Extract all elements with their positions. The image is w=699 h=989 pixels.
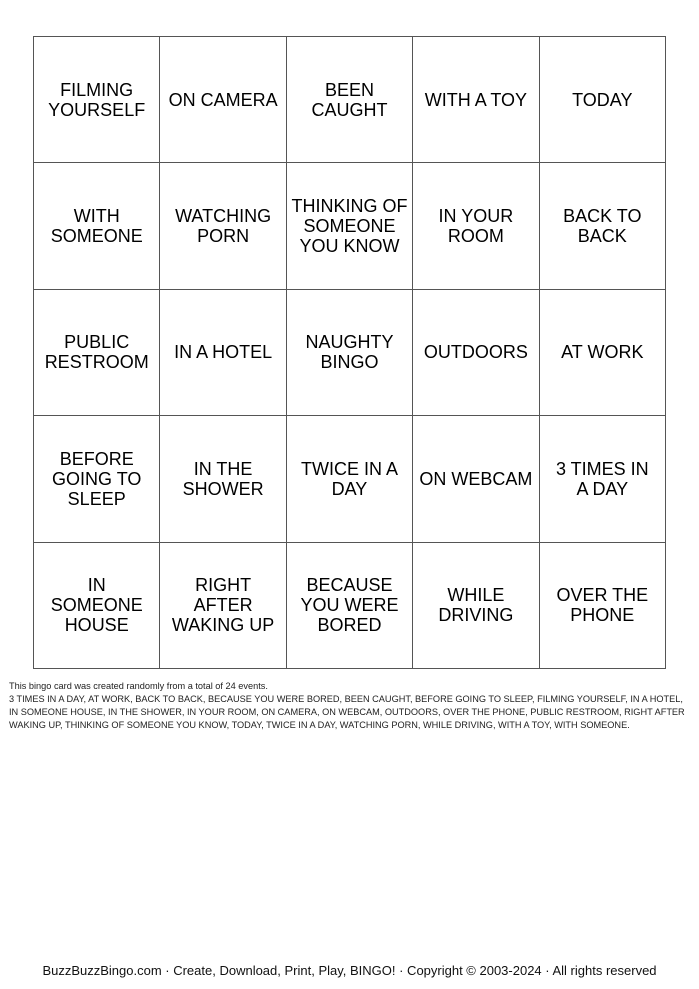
bingo-cell-center: NAUGHTY BINGO xyxy=(287,290,413,416)
bingo-cell: BECAUSE YOU WERE BORED xyxy=(287,543,413,669)
bingo-cell: IN THE SHOWER xyxy=(160,416,286,542)
bingo-cell: IN SOMEONE HOUSE xyxy=(34,543,160,669)
bingo-cell: 3 TIMES IN A DAY xyxy=(540,416,666,542)
bingo-cell: ON WEBCAM xyxy=(413,416,539,542)
card-note xyxy=(9,680,689,732)
bingo-cell: IN A HOTEL xyxy=(160,290,286,416)
bingo-cell: TODAY xyxy=(540,37,666,163)
note-intro: This bingo card was created randomly from a total of 24 events. xyxy=(9,681,268,691)
bingo-cell: BEFORE GOING TO SLEEP xyxy=(34,416,160,542)
bingo-cell: WATCHING PORN xyxy=(160,163,286,289)
bingo-cell: IN YOUR ROOM xyxy=(413,163,539,289)
bingo-cell: TWICE IN A DAY xyxy=(287,416,413,542)
note-events-list: 3 TIMES IN A DAY, AT WORK, BACK TO BACK, BECAUSE YOU WERE BORED, BEEN CAUGHT, BEFORE GOING TO SLEEP, FILMING YOURSELF, IN A HOTEL, IN SOMEONE HOUSE, IN THE SHOWER, IN YOUR ROOM, ON CAMERA, ON WEBCAM, OUTDOORS, OVER THE PHONE, PUBLIC RESTROOM, RIGHT AFTER WAKING UP, THINKING OF SOMEONE YOU KNOW, TODAY, TWICE IN A DAY, WATCHING PORN, WHILE DRIVING, WITH A TOY, WITH SOMEONE. xyxy=(9,694,685,730)
bingo-cell: BEEN CAUGHT xyxy=(287,37,413,163)
bingo-cell: PUBLIC RESTROOM xyxy=(34,290,160,416)
bingo-cell: THINKING OF SOMEONE YOU KNOW xyxy=(287,163,413,289)
bingo-cell: OUTDOORS xyxy=(413,290,539,416)
bingo-cell: WITH A TOY xyxy=(413,37,539,163)
bingo-cell: WHILE DRIVING xyxy=(413,543,539,669)
bingo-cell: BACK TO BACK xyxy=(540,163,666,289)
page-footer: BuzzBuzzBingo.com · Create, Download, Print, Play, BINGO! · Copyright © 2003-2024 · All rights reserved xyxy=(42,963,657,978)
bingo-cell: RIGHT AFTER WAKING UP xyxy=(160,543,286,669)
bingo-card-grid xyxy=(33,36,666,669)
bingo-cell: ON CAMERA xyxy=(160,37,286,163)
bingo-cell: WITH SOMEONE xyxy=(34,163,160,289)
bingo-cell: FILMING YOURSELF xyxy=(34,37,160,163)
bingo-cell: AT WORK xyxy=(540,290,666,416)
bingo-cell: OVER THE PHONE xyxy=(540,543,666,669)
